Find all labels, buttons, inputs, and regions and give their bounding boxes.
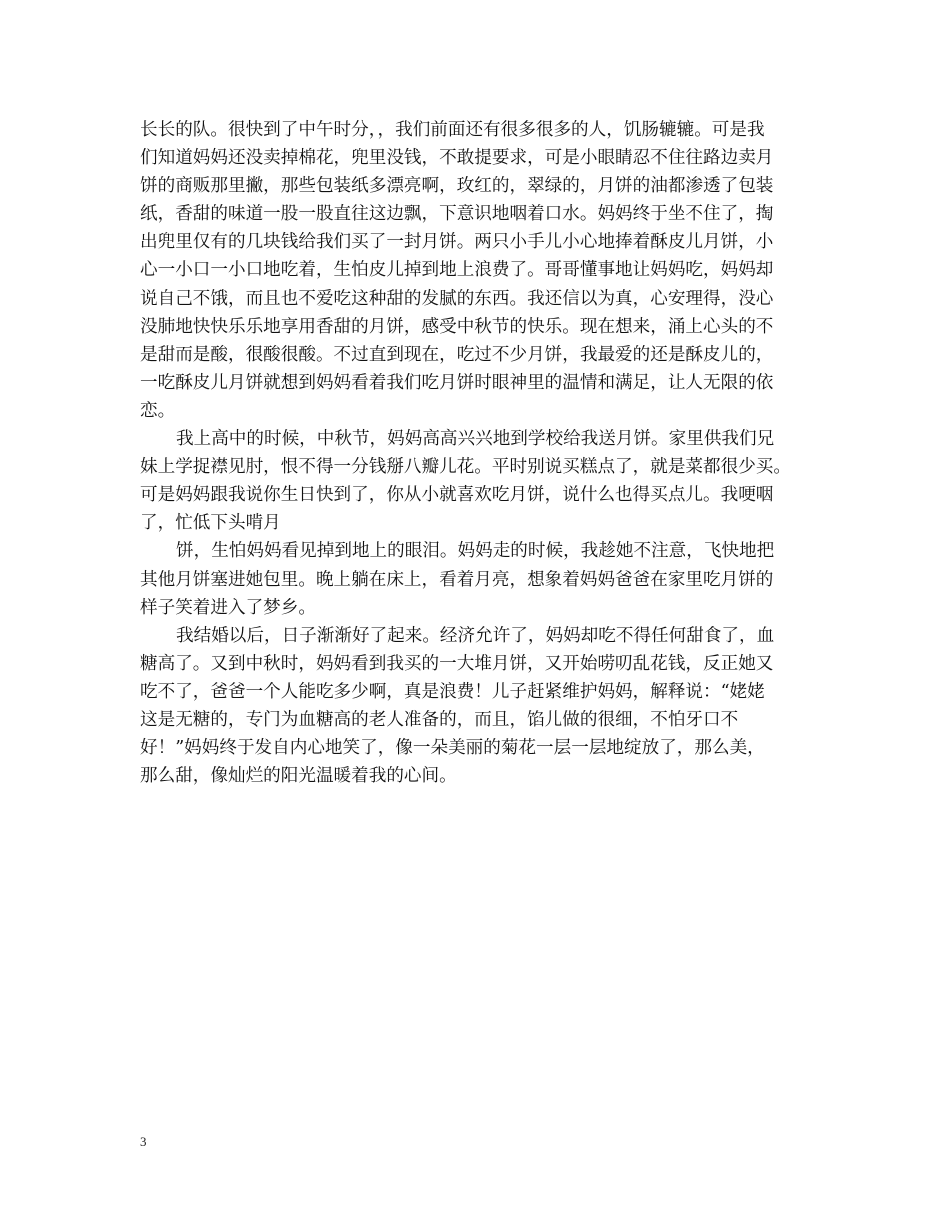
text-line: 恋。 [140, 400, 176, 421]
page-number: 3 [140, 1134, 147, 1149]
text-line: 饼的商贩那里撇，那些包装纸多漂亮啊，玫红的，翠绿的，月饼的油都渗透了包装 [140, 176, 774, 197]
text-line: 好！”妈妈终于发自内心地笑了，像一朵美丽的菊花一层一层地绽放了，那么美， [140, 738, 765, 759]
text-line: 纸，香甜的味道一股一股直往这边飘，下意识地咽着口水。妈妈终于坐不住了，掏 [140, 204, 774, 225]
text-line: 那么甜，像灿烂的阳光温暖着我的心间。 [140, 766, 457, 787]
text-line: 长长的队。很快到了中午时分，，我们前面还有很多很多的人，饥肠辘辘。可是我 [140, 120, 765, 140]
text-line: 了，忙低下头啃月 [140, 513, 281, 534]
text-line: 们知道妈妈还没卖掉棉花，兜里没钱，不敢提要求，可是小眼睛忍不住往路边卖月 [140, 148, 774, 169]
text-line: 糖高了。又到中秋时，妈妈看到我买的一大堆月饼，又开始唠叨乱花钱，反正她又 [140, 653, 774, 674]
text-line: 可是妈妈跟我说你生日快到了，你从小就喜欢吃月饼，说什么也得买点儿。我哽咽 [140, 485, 774, 506]
text-line: 一吃酥皮儿月饼就想到妈妈看着我们吃月饼时眼神里的温情和满足，让人无限的依 [140, 372, 774, 393]
text-line: 说自己不饿，而且也不爱吃这种甜的发腻的东西。我还信以为真，心安理得，没心 [140, 288, 774, 309]
text-line: 这是无糖的，专门为血糖高的老人准备的，而且，馅儿做的很细，不怕牙口不 [140, 709, 739, 730]
text-line: 没肺地快快乐乐地享用香甜的月饼，感受中秋节的快乐。现在想来，涌上心头的不 [140, 316, 774, 337]
text-line: 是甜而是酸，很酸很酸。不过直到现在，吃过不少月饼，我最爱的还是酥皮儿的， [140, 344, 774, 365]
text-body [140, 116, 820, 790]
text-line: 吃不了，爸爸一个人能吃多少啊，真是浪费！儿子赶紧维护妈妈，解释说：“姥姥 [140, 681, 765, 702]
text-line: 其他月饼塞进她包里。晚上躺在床上，看着月亮，想象着妈妈爸爸在家里吃月饼的 [140, 569, 774, 590]
text-line: 心一小口一小口地吃着，生怕皮儿掉到地上浪费了。哥哥懂事地让妈妈吃，妈妈却 [140, 260, 774, 281]
paragraph-start-line: 我结婚以后，日子渐渐好了起来。经济允许了，妈妈却吃不得任何甜食了，血 [176, 625, 775, 646]
text-line: 妹上学捉襟见肘，恨不得一分钱掰八瓣儿花。平时别说买糕点了，就是菜都很少买。 [140, 457, 791, 478]
paragraph-start-line: 我上高中的时候，中秋节，妈妈高高兴兴地到学校给我送月饼。家里供我们兄 [176, 429, 775, 450]
text-line: 样子笑着进入了梦乡。 [140, 597, 316, 618]
text-line: 出兜里仅有的几块钱给我们买了一封月饼。两只小手儿小心地捧着酥皮儿月饼，小 [140, 232, 774, 253]
paragraph-start-line: 饼，生怕妈妈看见掉到地上的眼泪。妈妈走的时候，我趁她不注意，飞快地把 [176, 541, 775, 562]
